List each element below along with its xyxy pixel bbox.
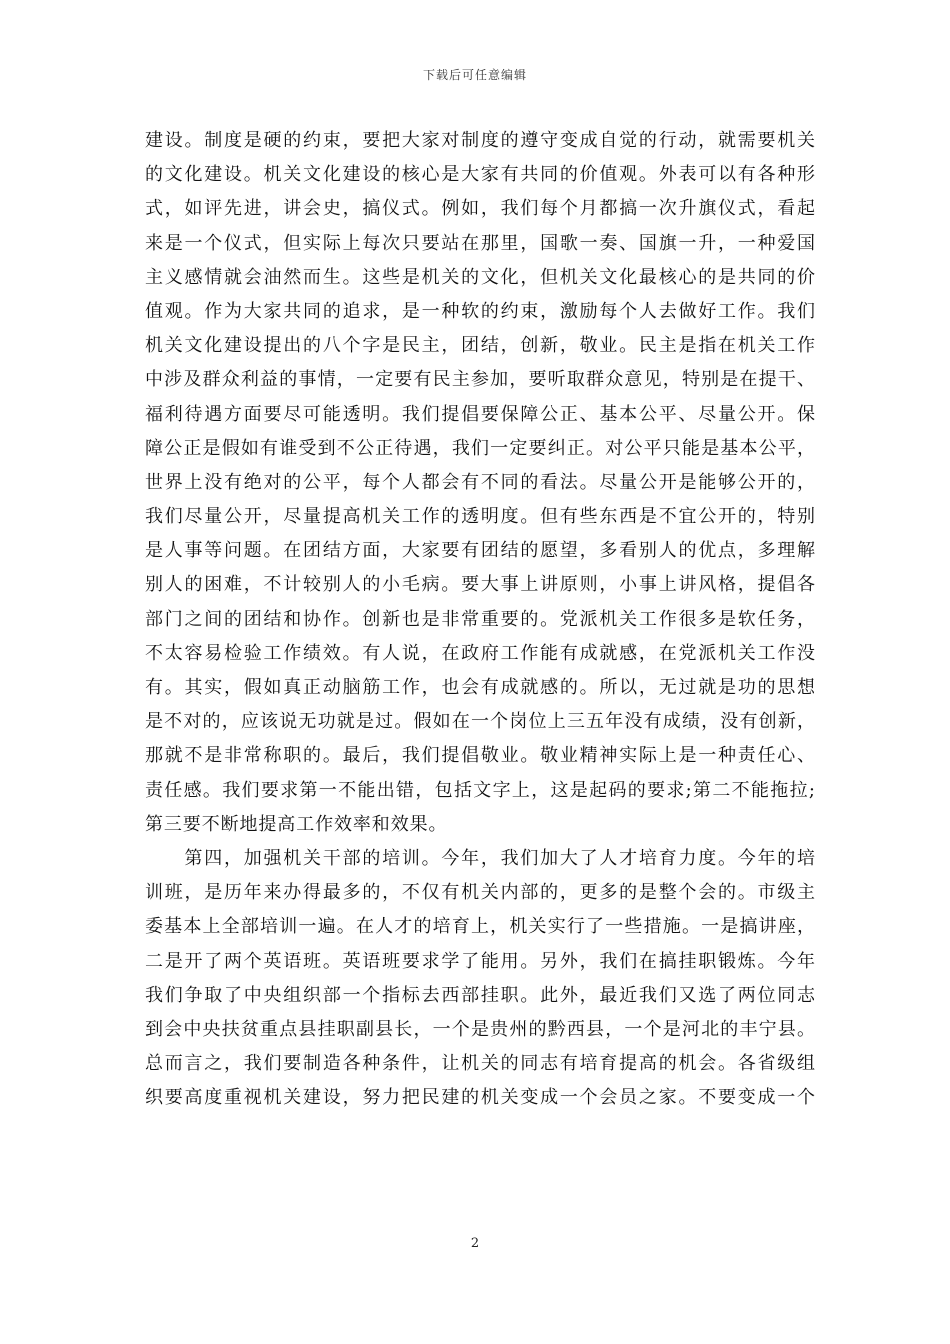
text-line: 到会中央扶贫重点县挂职副县长，一个是贵州的黔西县，一个是河北的丰宁县。 (145, 1018, 815, 1040)
text-line: 是不对的，应该说无功就是过。假如在一个岗位上三五年没有成绩，没有创新， (145, 711, 815, 733)
text-line: 福利待遇方面要尽可能透明。我们提倡要保障公正、基本公平、尽量公开。保 (145, 403, 815, 425)
text-line: 来是一个仪式，但实际上每次只要站在那里，国歌一奏、国旗一升，一种爱国 (145, 232, 815, 254)
text-line: 我们争取了中央组织部一个指标去西部挂职。此外，最近我们又选了两位同志 (145, 984, 815, 1006)
text-line: 第四，加强机关干部的培训。今年，我们加大了人才培育力度。今年的培 (145, 847, 815, 869)
text-line: 的文化建设。机关文化建设的核心是大家有共同的价值观。外表可以有各种形 (145, 164, 815, 186)
text-line: 责任感。我们要求第一不能出错，包括文字上，这是起码的要求;第二不能拖拉; (145, 779, 815, 801)
page-number: 2 (470, 1236, 480, 1251)
text-line: 别人的困难，不计较别人的小毛病。要大事上讲原则，小事上讲风格，提倡各 (145, 574, 815, 596)
page-header: 下载后可任意编辑 (422, 68, 527, 82)
text-line: 机关文化建设提出的八个字是民主，团结，创新，敬业。民主是指在机关工作 (145, 335, 815, 357)
text-line: 值观。作为大家共同的追求，是一种软的约束，激励每个人去做好工作。我们 (145, 300, 815, 322)
text-line: 二是开了两个英语班。英语班要求学了能用。另外，我们在搞挂职锻炼。今年 (145, 950, 815, 972)
text-line: 建设。制度是硬的约束，要把大家对制度的遵守变成自觉的行动，就需要机关 (145, 130, 815, 151)
text-line: 有。其实，假如真正动脑筋工作，也会有成就感的。所以，无过就是功的思想 (145, 677, 815, 698)
text-line: 式，如评先进，讲会史，搞仪式。例如，我们每个月都搞一次升旗仪式，看起 (145, 198, 815, 220)
text-line: 训班，是历年来办得最多的，不仅有机关内部的，更多的是整个会的。市级主 (145, 882, 815, 904)
text-line: 障公正是假如有谁受到不公正待遇，我们一定要纠正。对公平只能是基本公平， (145, 437, 815, 459)
text-line: 我们尽量公开，尽量提高机关工作的透明度。但有些东西是不宜公开的，特别 (145, 506, 815, 528)
text-line: 第三要不断地提高工作效率和效果。 (145, 813, 448, 835)
text-line: 是人事等问题。在团结方面，大家要有团结的愿望，多看别人的优点，多理解 (145, 540, 815, 562)
text-line: 部门之间的团结和协作。创新也是非常重要的。党派机关工作很多是软任务， (145, 608, 815, 630)
text-line: 总而言之，我们要制造各种条件，让机关的同志有培育提高的机会。各省级组 (145, 1053, 815, 1075)
text-line: 委基本上全部培训一遍。在人才的培育上，机关实行了一些措施。一是搞讲座， (145, 916, 815, 938)
text-line: 不太容易检验工作绩效。有人说，在政府工作能有成就感，在党派机关工作没 (145, 642, 815, 664)
text-line: 世界上没有绝对的公平，每个人都会有不同的看法。尽量公开是能够公开的， (145, 471, 815, 493)
text-line: 那就不是非常称职的。最后，我们提倡敬业。敬业精神实际上是一种责任心、 (145, 745, 815, 767)
text-line: 主义感情就会油然而生。这些是机关的文化，但机关文化最核心的是共同的价 (145, 266, 815, 288)
text-line: 织要高度重视机关建设，努力把民建的机关变成一个会员之家。不要变成一个 (145, 1087, 815, 1109)
document-body (145, 124, 815, 1115)
text-line: 中涉及群众利益的事情，一定要有民主参加，要听取群众意见，特别是在提干、 (145, 369, 815, 391)
